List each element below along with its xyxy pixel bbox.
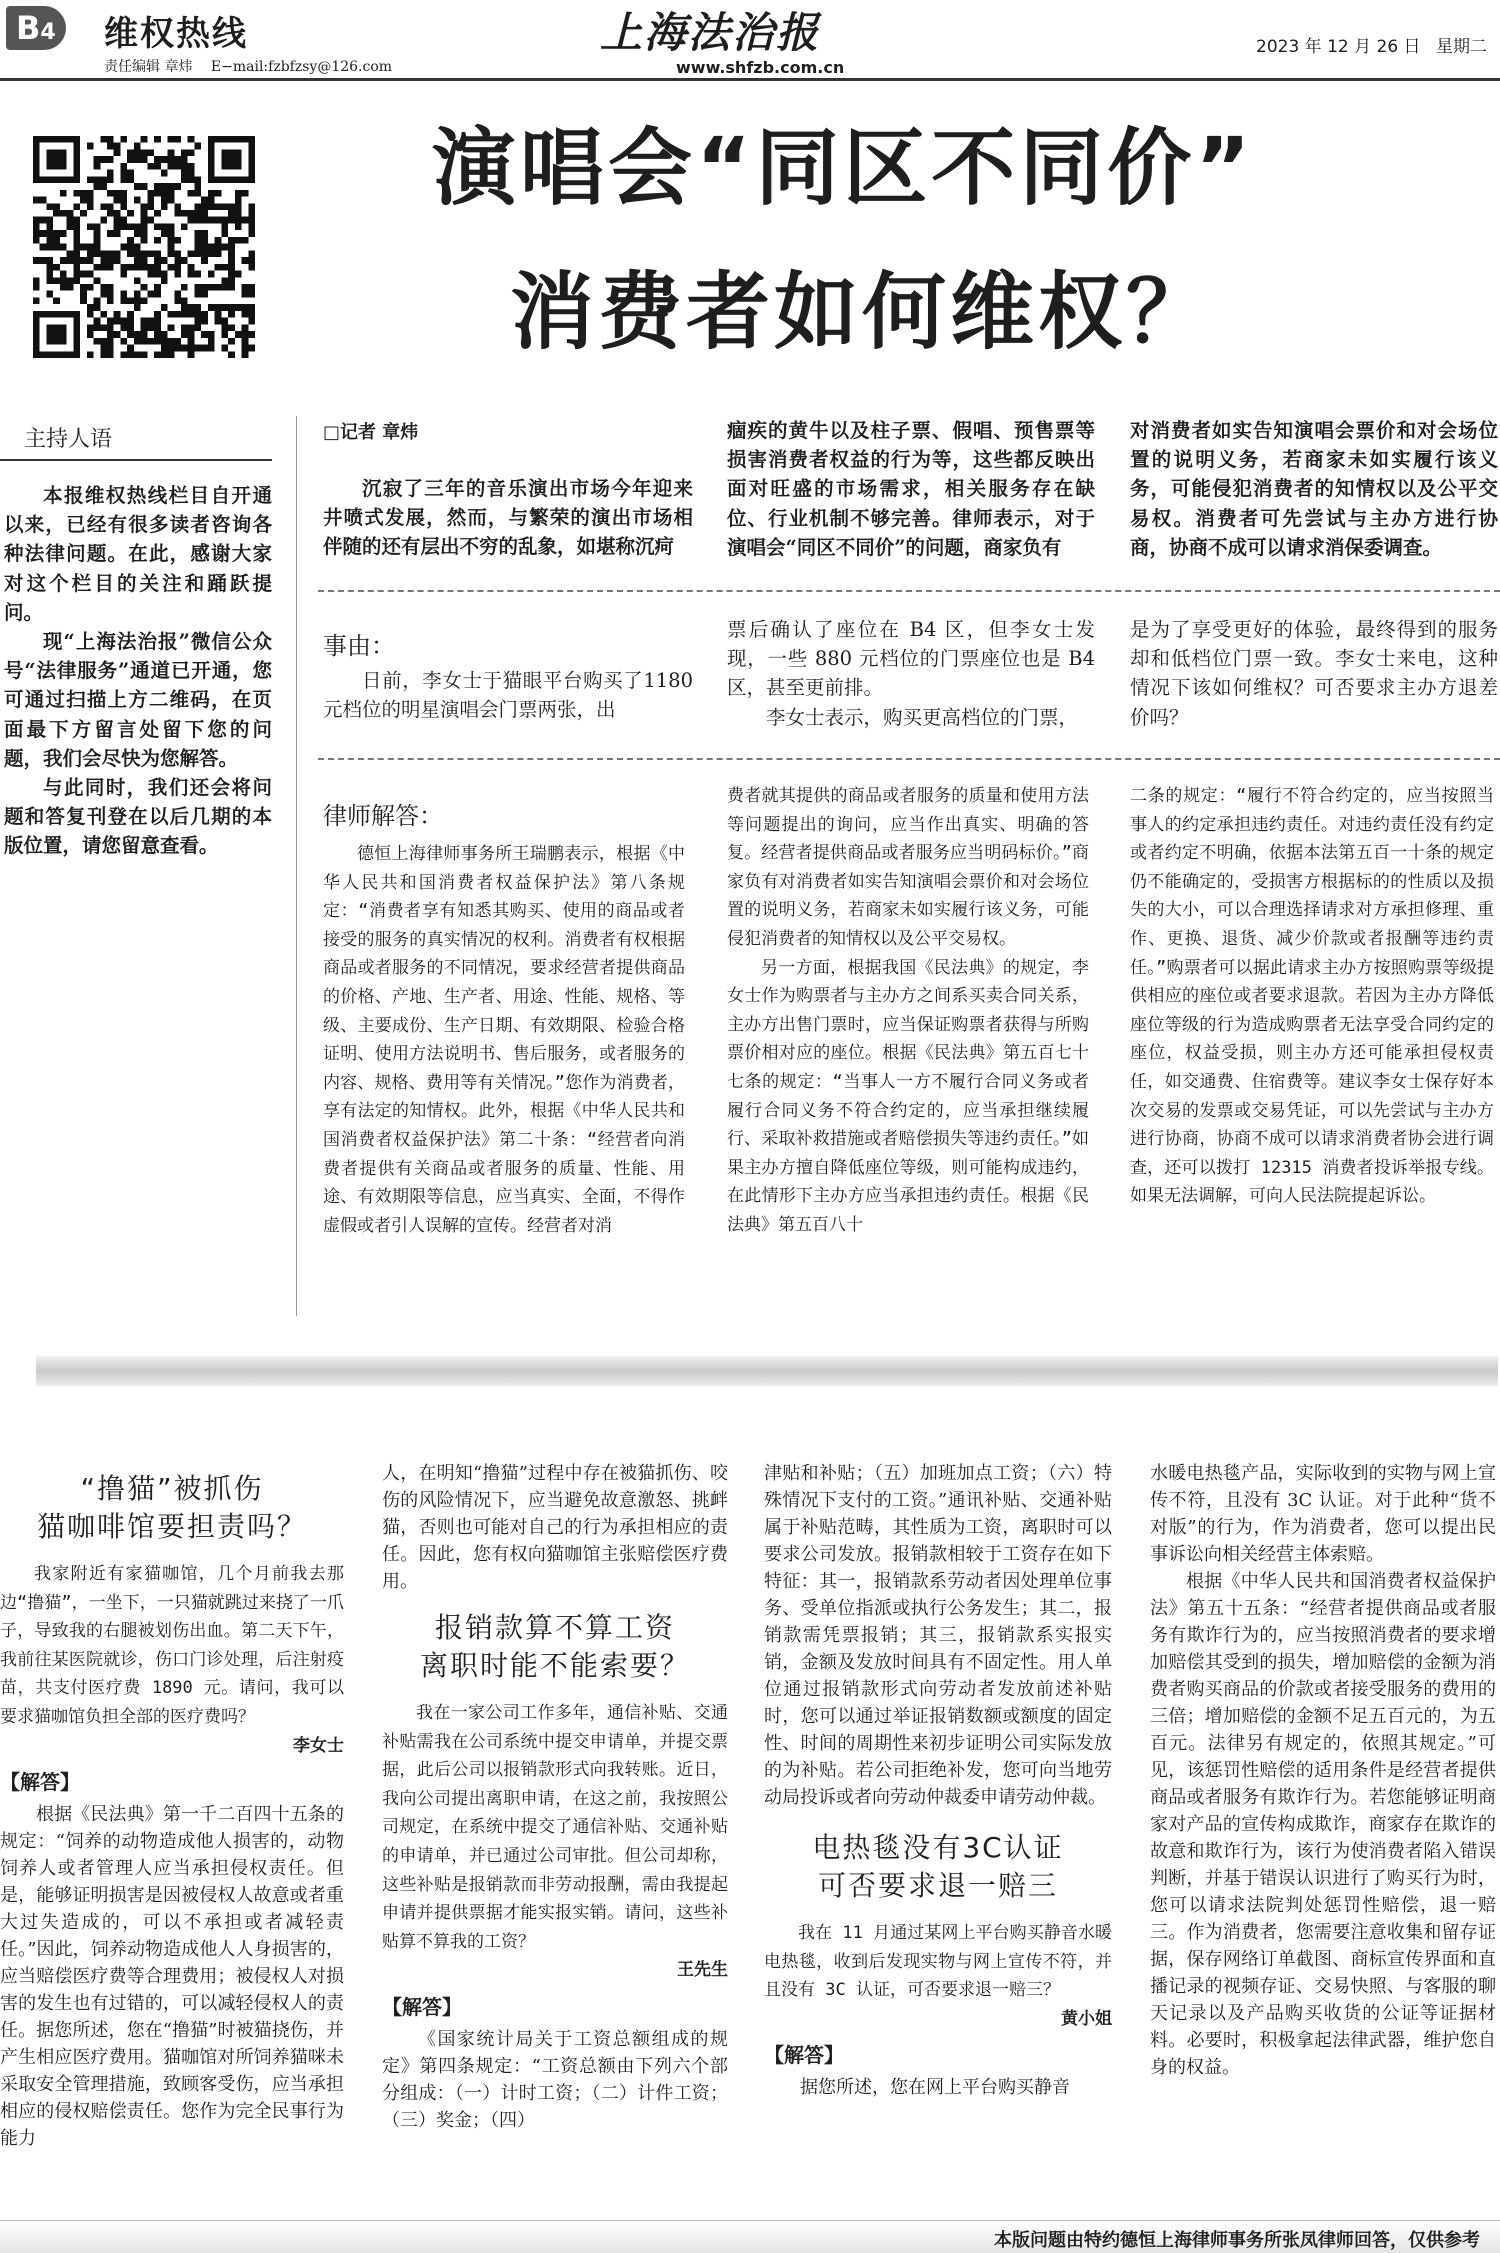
case-text: 李女士表示，购买更高档位的门票， [766, 705, 1079, 729]
case-text: 是为了享受更好的体验，最终得到的服务却和低档位门票一致。李女士来电，这种情况下该如何维权？可否要求主办方退差价吗？ [1130, 618, 1498, 729]
case-text: 日前，李女士于猫眼平台购买了1180 元档位的明星演唱会门票两张，出 [323, 669, 693, 722]
blanket-question: 我在 11 月通过某网上平台购买静音水暖电热毯，收到后发现实物与网上宣传不符，并且没有 3C 认证，可否要求退一赔三？ [764, 1923, 1112, 2001]
host-column-rule [296, 416, 297, 1316]
pay-answer-tag: 【解答】 [382, 1994, 462, 2019]
page-digit: 4 [40, 20, 56, 45]
lead-text: 沉寂了三年的音乐演出市场今年迎来井喷式发展，然而，与繁荣的演出市场相伴随的还有层出不穷的乱象，如堪称沉疴 [323, 477, 693, 559]
blanket-answer: 水暖电热毯产品，实际收到的实物与网上宣传不符，且没有 3C 认证。对于此种“货不对版”的行为，作为消费者，您可以提出民事诉讼向相关经营主体索赔。 [1150, 1463, 1496, 1565]
case-col-3 [1130, 615, 1498, 732]
host-paragraph: 本报维权热线栏目自开通以来，已经有很多读者咨询各种法律问题。在此，感谢大家对这个栏目的关注和踊跃提问。 [4, 484, 272, 624]
blanket-article-cont [1150, 1460, 1496, 2081]
pay-title-1: 报销款算不算工资 [434, 1611, 675, 1644]
lead-text: 痼疾的黄牛以及柱子票、假唱、预售票等损害消费者权益的行为等，这些都反映出面对旺盛的市场需求，相关服务存在缺位、行业机制不够完善。律师表示，对于演唱会“同区不同价”的问题，商家负有 [727, 419, 1095, 559]
blanket-asker: 黄小姐 [1061, 2008, 1112, 2029]
pay-question: 我在一家公司工作多年，通信补贴、交通补贴需我在公司系统中提交申请单，并提交票据，此后公司以报销款形式向我转账。近日，我向公司提出离职申请，在这之前，我按照公司规定，在系统中提交了通信补贴、交通补贴的申请单，并已通过公司审批。但公司却称，这些补贴是报销款而非劳动报酬，需由我提起申请并提供票据才能实报实销。请问，这些补贴算不算我的工资？ [382, 1703, 728, 1952]
answer-col-3 [1130, 782, 1494, 1211]
host-paragraph: 现“上海法治报”微信公众号“法律服务”通道已开通，您可通过扫描上方二维码，在页面最下方留言处留下您的问题，我们会尽快为您解答。 [4, 630, 272, 770]
host-section [0, 422, 272, 861]
host-paragraph: 与此同时，我们还会将问题和答复刊登在以后几期的本版位置，请您留意查看。 [4, 776, 272, 858]
case-label: 事由： [323, 632, 395, 660]
case-text: 票后确认了座位在 B4 区，但李女士发现，一些 880 元档位的门票座位也是 B4 区，甚至更前排。 [727, 618, 1095, 700]
answer-text: 德恒上海律师事务所王瑞鹏表示，根据《中华人民共和国消费者权益保护法》第八条规定：“消费者享有知悉其购买、使用的商品或者接受的服务的真实情况的权利。消费者有权根据商品或者服务的不同情况，要求经营者提供商品的价格、产地、生产者、用途、性能、规格、等级、主要成份、生产日期、有效期限、检验合格证明、使用方法说明书、售后服务，或者服务的内容、规格、费用等有关情况。”您作为消费者，享有法定的知情权。此外，根据《中华人民共和国消费者权益保护法》第二十条：“经营者向消费者提供有关商品或者服务的质量、性能、用途、有效期限等信息，应当真实、全面，不得作虚假或者引人误解的宣传。经营者对消 [323, 844, 685, 1236]
cat-title-2: 猫咖啡馆要担责吗？ [36, 1510, 307, 1543]
byline: □记者 章炜 [323, 422, 419, 443]
cat-answer: 根据《民法典》第一千二百四十五条的规定：“饲养的动物造成他人损害的，动物饲养人或者管理人应当承担侵权责任。但是，能够证明损害是因被侵权人故意或者重大过失造成的，可以不承担或者减轻责任。”因此，饲养动物造成他人人身损害的，应当赔偿医疗费等合理费用；被侵权人对损害的发生也有过错的，可以减轻侵权人的责任。据您所述，您在“撸猫”时被猫挠伤，并产生相应医疗费用。猫咖馆对所饲养猫咪未采取安全管理措施，致顾客受伤，应当承担相应的侵权赔偿责任。您作为完全民事行为能力 [0, 1804, 344, 2150]
cat-title-1: “撸猫”被抓伤 [80, 1472, 264, 1505]
lead-col-3 [1130, 416, 1498, 562]
pay-answer: 津贴和补贴；（五）加班加点工资；（六）特殊情况下支付的工资。”通讯补贴、交通补贴属于补贴范畴，其性质为工资，离职时可以要求公司发放。报销款相较于工资存在如下特征：其一，报销款系劳动者因处理单位事务、受单位指派或执行公务发生；其二，报销款需凭票报销；其三，报销款系实报实销，金额及发放时间具有不固定性。用人单位通过报销款形式向劳动者发放前述补贴时，您可以通过举证报销数额或额度的固定性、时间的周期性来初步证明公司实际发放的为补贴。若公司拒绝补发，您可向当地劳动局投诉或者向劳动仲裁委申请劳动仲裁。 [764, 1463, 1112, 1808]
answer-label: 律师解答： [323, 802, 443, 830]
editor-email: E−mail:fzbfzsy@126.com [210, 59, 393, 75]
cat-answer-tag: 【解答】 [0, 1770, 80, 1795]
blanket-answer: 根据《中华人民共和国消费者权益保护法》第五十五条：“经营者提供商品或者服务有欺诈行为的，应当按照消费者的要求增加赔偿其受到的损失，增加赔偿的金额为消费者购买商品的价款或者接受服务的费用的三倍；增加赔偿的金额不足五百元的，为五百元。法律另有规定的，依照其规定。”可见，该惩罚性赔偿的适用条件是经营者提供商品或者服务有欺诈行为。若您能够证明商家对产品的宣传构成欺诈，商家存在欺诈的故意和欺诈行为，该行为使消费者陷入错误判断，并基于错误认识进行了购买行为时，您可以请求法院判处惩罚性赔偿，退一赔三。作为消费者，您需要注意收集和留存证据，保存网络订单截图、商标宣传界面和直播记录的视频存证、交易快照、与客服的聊天记录以及产品购买收货的公证等证据材料。必要时，积极拿起法律武器，维护您自身的权益。 [1150, 1571, 1496, 2078]
blanket-title-1: 电热毯没有3C认证 [812, 1831, 1064, 1864]
headline-line-2: 消费者如何维权？ [510, 263, 1215, 361]
answer-text: 费者就其提供的商品或者服务的质量和使用方法等问题提出的询问，应当作出真实、明确的答复。经营者提供商品或者服务应当明码标价。”商家负有对消费者如实告知演唱会票价和对会场位置的说明义务，若商家未如实履行该义务，可能侵犯消费者的知情权以及公平交易权。 [727, 786, 1089, 949]
answer-text: 另一方面，根据我国《民法典》的规定，李女士作为购票者与主办方之间系买卖合同关系，主办方出售门票时，应当保证购票者获得与所购票价相对应的座位。根据《民法典》第五百七十七条的规定：“当事人一方不履行合同义务或者履行合同义务不符合约定的，应当承担继续履行、采取补救措施或者赔偿损失等违约责任。”如果主办方擅自降低座位等级，则可能构成违约，在此情形下主办方应当承担违约责任。根据《民法典》第五百八十 [727, 957, 1089, 1235]
cat-asker: 李女士 [293, 1735, 344, 1756]
answer-col-2 [727, 782, 1089, 1240]
issue-date: 2023 年 12 月 26 日 [1256, 37, 1421, 57]
pay-title-2: 离职时能不能索要？ [419, 1649, 690, 1682]
pay-answer: 《国家统计局关于工资总额组成的规定》第四条规定：“工资总额由下列六个部分组成：（一）计时工资；（二）计件工资；（三）奖金；（四） [382, 2028, 728, 2131]
blanket-article [764, 1460, 1112, 2101]
host-label [0, 422, 272, 461]
pay-asker: 王先生 [677, 1960, 728, 1981]
blanket-answer-tag: 【解答】 [764, 2043, 844, 2068]
website: www.shfzb.com.cn [676, 58, 845, 77]
lead-col-1 [323, 474, 693, 562]
dashed-divider [318, 590, 1500, 592]
section-separator [36, 1356, 1498, 1386]
answer-col-1 [323, 840, 685, 1240]
cat-article [0, 1470, 344, 2152]
page-number-badge [6, 6, 66, 50]
date-line [1256, 32, 1487, 57]
pay-article [382, 1460, 728, 2134]
headline-line-1: 演唱会“同区不同价” [432, 119, 1255, 217]
case-col-2 [727, 615, 1095, 732]
issue-weekday: 星期二 [1435, 37, 1487, 57]
blanket-answer: 据您所述，您在网上平台购买静音 [800, 2077, 1070, 2099]
lead-text: 对消费者如实告知演唱会票价和对会场位置的说明义务，若商家未如实履行该义务，可能侵犯消费者的知情权以及公平交易权。消费者可先尝试与主办方进行协商，协商不成可以请求消保委调查。 [1130, 419, 1498, 559]
cat-answer: 人，在明知“撸猫”过程中存在被猫抓伤、咬伤的风险情况下，应当避免故意激怒、挑衅猫，否则也可能对自己的行为承担相应的责任。因此，您有权向猫咖馆主张赔偿医疗费用。 [382, 1463, 728, 1592]
host-label-text: 主持人语 [24, 427, 113, 452]
masthead: 上海法治报 [600, 8, 821, 57]
dashed-divider [318, 758, 1500, 760]
lead-col-2 [727, 416, 1095, 562]
header-rule [0, 78, 1500, 81]
section-title: 维权热线 [104, 14, 248, 54]
footer-bar [0, 2220, 1500, 2253]
editor: 责任编辑 章炜 [104, 59, 193, 75]
page-letter: B [16, 9, 41, 47]
footer-note: 本版问题由特约德恒上海律师事务所张凤律师回答，仅供参考 [994, 2230, 1480, 2251]
case-col-1 [323, 666, 693, 724]
cat-question: 我家附近有家猫咖馆，几个月前我去那边“撸猫”，一坐下，一只猫就跳过来挠了一爪子，导致我的右腿被划伤出血。第二天下午，我前往某医院就诊，伤口门诊处理，后注射疫苗，共支付医疗费 1890 元。请问，我可以要求猫咖馆负担全部的医疗费吗？ [0, 1564, 344, 1727]
answer-text: 二条的规定：“履行不符合约定的，应当按照当事人的约定承担违约责任。对违约责任没有约定或者约定不明确，依据本法第五百一十条的规定仍不能确定的，受损害方根据标的的性质以及损失的大小，可以合理选择请求对方承担修理、重作、更换、退货、减少价款或者报酬等违约责任。”购票者可以据此请求主办方按照购票等级提供相应的座位或者要求退款。若因为主办方降低座位等级的行为造成购票者无法享受合同约定的座位，权益受损，则主办方还可能承担侵权责任，如交通费、住宿费等。建议李女士保存好本次交易的发票或交易凭证，可以先尝试与主办方进行协商，协商不成可以请求消费者协会进行调查，还可以拨打 12315 消费者投诉举报专线。如果无法调解，可向人民法院提起诉讼。 [1130, 786, 1494, 1207]
qr-code [33, 136, 255, 358]
editor-line [104, 56, 392, 76]
blanket-title-2: 可否要求退一赔三 [817, 1869, 1058, 1902]
